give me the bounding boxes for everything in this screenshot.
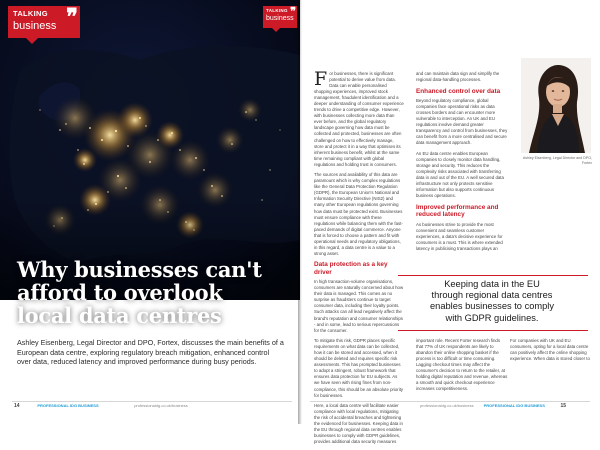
- body-paragraph: important role. Recent Forter research finds that 77% of UK respondents are likely to abandon their online shopping basket if the process is too difficult or time consuming. Lagging checkout times may affect the consumer's decision to return to the retailer, at holding digital reputation and revenue, whereas a smooth and quick checkout experience increases competitiveness.: [416, 338, 508, 392]
- section-heading: Enhanced control over data: [416, 87, 501, 95]
- spine-shadow: [298, 0, 302, 424]
- badge-line1: TALKING: [266, 8, 288, 13]
- body-paragraph: An EU data centre enables European companies to closely monitor data handling, storage and security. This reduces the complexity risks associated with transferring data in and out of the EU. A well secured data infrastructure not only protects sensitive information but also supports continuous business operations.: [416, 150, 504, 199]
- magazine-name-right: PROFESSIONAL IDG BUSINESS: [483, 403, 545, 408]
- pull-quote-line: Keeping data in the EU: [444, 279, 540, 289]
- badge-line2: business: [13, 20, 57, 32]
- pullquote-rule-bottom: [398, 330, 588, 331]
- talking-business-badge-small: [263, 6, 297, 28]
- body-column-2: [416, 71, 508, 256]
- section-heading: Improved performance and reduced latency: [416, 203, 499, 219]
- body-paragraph: Beyond regulatory compliance, global companies face operational risks as data crosses borders and can encounter more vulnerable to interception. An UK and EU regulations involve demand greater transparency and control from businesses, they can benefit from a more centralised and secure data management approach.: [416, 98, 508, 146]
- page-number-right: 15: [560, 403, 567, 409]
- footer-rule-left: [12, 401, 292, 402]
- body-paragraph: and can maintain data sign and simplify the regional data-handling processes.: [416, 71, 500, 83]
- footer-rule-right: [310, 401, 590, 402]
- site-url-right: professionaldg.co.uk/business: [420, 403, 474, 408]
- body-column-1: [314, 68, 404, 450]
- pull-quote-line: through regional data centres: [431, 290, 553, 301]
- footer-right: [420, 403, 566, 409]
- body-paragraph: The sources and availability of this data are paramount which is why complex regulations like the General Data Protection Regulation (GDPR), the European Union's National and Information Security Directive (NIS2) and many other European regulations governing how data must be protected exist. Businesses must ensure compliance with these regulations while balancing them with the fast-paced demands of digital commerce. Anyone that is forced to choose a pattern and fit with operational needs and regulatory obligations, in this regard, a data centre is a value to a strong asset.: [314, 172, 403, 256]
- headline-line: afford to overlook: [17, 280, 223, 305]
- pull-quote: [394, 279, 590, 324]
- talking-business-badge: [8, 6, 80, 38]
- page-number-left: 14: [14, 403, 20, 409]
- body-column-bottom-1: [416, 338, 508, 397]
- body-paragraph: In high transaction-volume organisations, consumers are naturally concerned about how their data is managed. This comes as no surprise as fraudsters continue to target consumer data, including their loyalty points. Such attacks can all lead negatively affect the brand's reputation and consumer relationships - and in some, lead to serious repercussions for the consumer.: [314, 279, 404, 333]
- body-paragraph: For companies with UK and EU consumers, opting for a local data centre can positively affect the online shopping experience. When data is stored closer to: [510, 338, 590, 362]
- portrait-caption: Ashley Eisenberg, Legal Director and DPO, Fortex: [522, 156, 592, 165]
- body-column-bottom-2: [510, 338, 592, 367]
- magazine-name-left: PROFESSIONAL IDG BUSINESS: [37, 403, 99, 408]
- section-heading: Data protection as a key driver: [314, 261, 388, 276]
- quote-mark-icon: ❞: [66, 4, 78, 30]
- author-portrait: [521, 58, 591, 153]
- headline-line: local data centres: [17, 303, 222, 328]
- footer-left: [14, 403, 188, 409]
- badge-line2: business: [266, 15, 294, 22]
- pull-quote-line: with GDPR guidelines.: [445, 312, 539, 323]
- body-paragraph: To mitigate this risk, GDPR places specific requirements on what data can be collected, how it can be stored and accessed, when it should be deleted and requires specific risk assessments. This has prompted businesses to adopt a stringent, robust framework that ensures data protection for EU subjects. As we have seen with rising fines from non-compliance, this should be an absolute priority for businesses.: [314, 338, 404, 398]
- badge-line1: TALKING: [13, 9, 48, 18]
- site-url-left: professionaldg.co.uk/business: [134, 403, 188, 408]
- intro-paragraph: For businesses, there is significant potential to derive value from data. Data can enable personalised shopping experiences, improved stock management, fraudulent identification and a deeper understanding of consumer experience trends to drive a competitive edge. However, with businesses collecting more data than ever before, and the global regulatory landscape governing how data must be collected and protected, businesses are often challenged on how to effectively manage, store and protect it in a way that optimises its inherent business benefit, whilst at the same time remaining compliant with global regulations and holding trust in consumers.: [314, 68, 404, 167]
- body-paragraph: As businesses strive to provide the most convenient and seamless customer experiences, a data's decisive experience for consumers is a must. This is where extended latency in publicising transactions plays an: [416, 221, 503, 251]
- article-standfirst: Ashley Eisenberg, Legal Director and DPO, Fortex, discusses the main benefits of a European data centre, exploring regulatory breach mitigation, enhanced control over data, reduced latency and improved performance during busy periods.: [17, 338, 284, 367]
- body-paragraph: Here, a local data centre will facilitate easier compliance with local regulations, mitigating the risk of accidental breaches and tightening the evidenced for businesses. Keeping data in the EU through regional data centres enables businesses to comply with GDPR guidelines, provides additional data security measures: [314, 403, 403, 445]
- portrait-illustration: [521, 58, 591, 153]
- article-headline: [17, 258, 297, 327]
- drop-cap: F: [314, 68, 328, 90]
- headline-line: Why businesses can't: [17, 257, 262, 282]
- quote-mark-icon: ❞: [290, 5, 296, 18]
- pull-quote-line: enables businesses to comply: [429, 301, 555, 312]
- pullquote-rule-top: [398, 275, 588, 276]
